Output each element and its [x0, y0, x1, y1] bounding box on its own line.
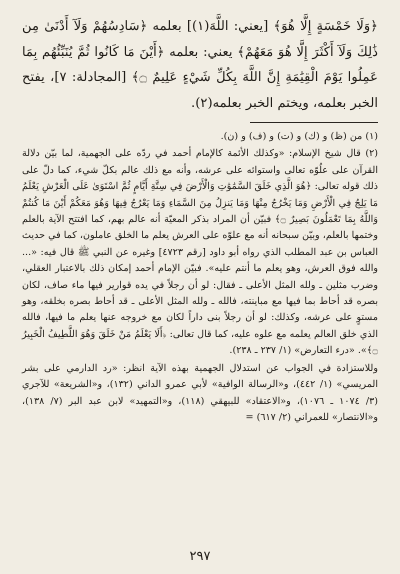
footnote-continuation: وللاستزادة في الجواب عن استدلال الجهمية بهذه الآية انظر: «رد الدارمي على بشر المريسي» (١/ ٤٤٢)، و«الرسالة الوافية» لأبي عمرو الداني (١٣٢)، و«الشريعة» للآجري (٣/ ١٠٧٤ ـ ١٠٧٦)، و«الاعتقاد» للبيهقي (١١٨)، و«التمهيد» لابن عبد البر (٧/ ١٣٨)، و«الانتصار» للعمراني (٢/ ٦١٧) =	[22, 362, 378, 423]
footnote-1: (١) من (ظ) و (ك) و (ت) و (ف) و (ن).	[220, 131, 378, 142]
footnote-divider	[250, 122, 378, 123]
footnote-2: (٢) قال شيخ الإسلام: «وكذلك الأئمة كالإمام أحمد في ردّه على الجهمية، لما بيّن دلالة القرآن على علُوّه تعالى واستوائه على عرشه، وأنه مع ذلك عالم بكلّ شيء، كما دلّ على ذلك قوله تعالى: ﴿هُوَ الَّذِي خَلَقَ السَّمَٰوَٰتِ وَالْأَرْضَ فِي سِتَّةِ أَيَّامٍ ثُمَّ اسْتَوَىٰ عَلَى الْعَرْشِ يَعْلَمُ مَا يَلِجُ فِي الْأَرْضِ وَمَا يَخْرُجُ مِنْهَا وَمَا يَنزِلُ مِنَ السَّمَاءِ وَمَا يَعْرُجُ فِيهَا وَهُوَ مَعَكُمْ أَيْنَ مَا كُنتُمْ وَاللَّهُ بِمَا تَعْمَلُونَ بَصِيرٌ ۝﴾ فبيّن أن المراد بذكر المعيّة أنه عالم بهم، كما افتتح الآية بالعلم وختمها بالعلم، وبيّن سبحانه أنه مع علوّه على العرش يعلم ما الخلق عاملون، كما في حديث العباس بن عبد المطلب الذي رواه أبو داود [رقم ٤٧٢٣] وغيره عن النبي ﷺ قال فيه: «... والله فوق العرش، وهو يعلم ما أنتم عليه». فبيّن الإمام أحمد إمكان ذلك بالاعتبار العقلي، وضرب مثلين ـ ولله المثل الأعلى ـ فقال: لو أن رجلاً في يده قوارير فيها ماء صاف، لكان بصره قد أحاط بما فيها مع مباينته، فالله ـ ولله المثل الأعلى ـ قد أحاط بصره بخلقه، وهو مستوٍ على عرشه، وكذلك: لو أن رجلاً بنى داراً لكان مع خروجه عنها يعلم ما فيها، فالله الذي خلق العالم يعلمه مع علوه عليه، كما قال تعالى: ﴿أَلَا يَعْلَمُ مَنْ خَلَقَ وَهُوَ اللَّطِيفُ الْخَبِيرُ ۝﴾». «درء التعارض» (١/ ٢٣٧ ـ ٢٣٨).	[22, 148, 378, 357]
footnotes-section	[22, 129, 378, 426]
main-paragraph: ﴿وَلَا خَمْسَةٍ إِلَّا هُوَ﴾ [يعني: اللَّهَ(١)] بعلمه ﴿سَادِسُهُمْ وَلَآ أَدْنَىٰ مِن ذَٰلِكَ وَلَآ أَكْثَرَ إِلَّا هُوَ مَعَهُمْ﴾ يعني: بعلمه ﴿أَيْنَ مَا كَانُوا ثُمَّ يُنَبِّئُهُم بِمَا عَمِلُوا يَوْمَ الْقِيَٰمَةِ إِنَّ اللَّهَ بِكُلِّ شَيْءٍ عَلِيمٌ ۝﴾ [المجادلة: ٧]، يفتح الخبر بعلمه، ويختم الخبر بعلمه(٢).	[22, 19, 378, 111]
page-number: ٢٩٧	[189, 549, 211, 564]
